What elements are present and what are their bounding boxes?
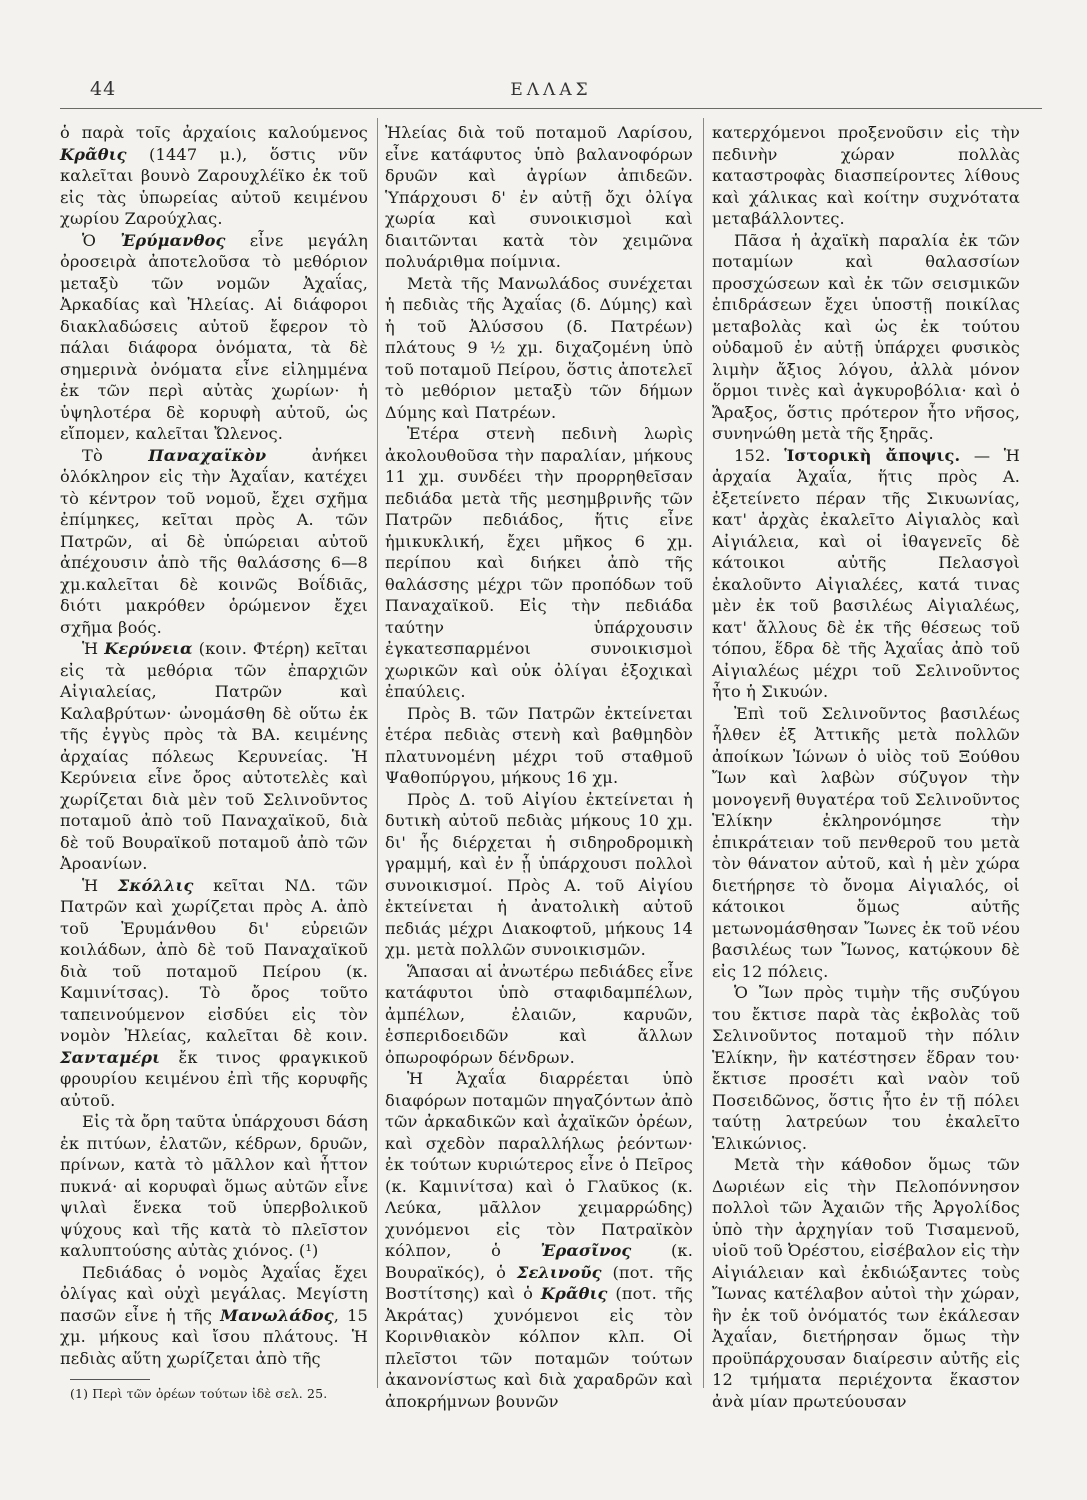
emphasized-term: Κρᾶθις [540,1284,608,1303]
paragraph [712,230,1020,445]
paragraph-text: — Ἡ ἀρχαία Ἀχαΐα, ἥτις πρὸς Α. ἐξετείνετο πέραν τῆς Σικυωνίας, κατ' ἀρχὰς ἐκαλεῖτο Αἰγιαλὸς καὶ Αἰγιάλεια, καὶ οἱ ἰθαγενεῖς δὲ κάτοικοι αὐτῆς Πελασγοὶ ἐκαλοῦντο Αἰγιαλέες, κατά τινας μὲν ἐκ τοῦ βασιλέως Αἰγιαλέως, κατ' ἄλλους δὲ ἐκ τῆς θέσεως τοῦ τόπου, ἕδρα δὲ τῆς Ἀχαΐας ἀπὸ τοῦ Αἰγιαλέως μέχρι τοῦ Σελινοῦντος ἦτο ἡ Σικυών. [712,445,1020,701]
text-column-2 [385,122,693,1492]
footnote-rule [70,1379,150,1380]
paragraph [60,230,368,445]
emphasized-term: Ἐρασῖνος [540,1241,632,1260]
emphasized-term: Μανωλάδος [220,1305,334,1325]
paragraph [712,1154,1020,1412]
paragraph [60,875,368,1112]
emphasized-term: Σανταμέρι [60,1047,161,1067]
paragraph [712,122,1020,230]
paragraph-text: Ἡ Ἀχαΐα διαρρέεται ὑπὸ διαφόρων ποταμῶν πηγαζόντων ἀπὸ τῶν ἀρκαδικῶν καὶ ἀχαϊκῶν ὀρέων, καὶ σχεδὸν παραλλήλως ῥεόντων· ἐκ τούτων κυριώτερος εἶνε ὁ Πεῖρος (κ. Καμινίτσα) καὶ ὁ Γλαῦκος (κ. Λεύκα, μᾶλλον χειμαρρώδης) χυνόμενοι εἰς τὸν Πατραϊκὸν κόλπον, ὁ [385,1069,693,1260]
footnote: (1) Περὶ τῶν ὀρέων τούτων ἰδὲ σελ. 25. [70,1386,328,1401]
paragraph [60,445,368,639]
emphasized-term: Ἐρύμανθος [120,230,226,250]
paragraph-text: Πᾶσα ἡ ἀχαϊκὴ παραλία ἐκ τῶν ποταμίων καὶ θαλασσίων προσχώσεων καὶ ἐκ τῶν σεισμικῶν ἐπιδράσεων ἔχει ὑποστῇ ποικίλας μεταβολὰς καὶ ὡς ἐκ τούτου οὐδαμοῦ ἐν αὐτῇ ὑπάρχει φυσικὸς λιμὴν ἄξιος λόγου, ἀλλὰ μόνον ὅρμοι τινὲς καὶ ἀγκυροβόλια· καὶ ὁ Ἄραξος, ὅστις πρότερον ἦτο νῆσος, συνηνώθη μετὰ τῆς ξηρᾶς. [712,230,1020,443]
paragraph [60,638,368,875]
paragraph-text: Πρὸς Β. τῶν Πατρῶν ἐκτείνεται ἑτέρα πεδιὰς στενὴ καὶ βαθμηδὸν πλατυνομένη μέχρι τοῦ σταθμοῦ Ψαθοπύργου, μήκους 16 χμ. [385,703,693,787]
paragraph [385,703,693,789]
paragraph-text: κατερχόμενοι προξενοῦσιν εἰς τὴν πεδινὴν χώραν πολλὰς καταστροφὰς διασπείροντες λίθους καὶ χάλικας καὶ κοίτην συχνότατα μεταβάλλοντες. [712,123,1020,228]
paragraph [385,423,693,703]
page-header [60,78,1042,109]
emphasized-term: Παναχαϊκὸν [148,445,267,465]
paragraph [60,1262,368,1370]
paragraph-text: Πεδιάδας ὁ νομὸς Ἀχαΐας ἔχει ὀλίγας καὶ οὐχὶ μεγάλας. Μεγίστη πασῶν εἶνε ἡ τῆς [60,1262,368,1325]
paragraph [712,445,1020,703]
paragraph [60,122,368,230]
paragraph-text: Μετὰ τὴν κάθοδον ὅμως τῶν Δωριέων εἰς τὴν Πελοπόννησον πολλοὶ τῶν Ἀχαιῶν τῆς Ἀργολίδος ὑπὸ τὴν ἀρχηγίαν τοῦ Τισαμενοῦ, υἱοῦ τοῦ Ὀρέστου, εἰσέβαλον εἰς τὴν Αἰγιάλειαν καὶ ἐκδιώξαντες τοὺς Ἴωνας κατέλαβον αὐτοὶ τὴν χώραν, ἣν ἐκ τοῦ ὀνόματός των ἐκάλεσαν Ἀχαΐαν, διετήρησαν ὅμως τὴν προϋπάρχουσαν διαίρεσιν αὐτῆς εἰς 12 τμήματα περιέχοντα ἕκαστον ἀνὰ μίαν πρωτεύουσαν [712,1155,1020,1411]
paragraph-text: (κοιν. Φτέρη) κεῖται εἰς τὰ μεθόρια τῶν ἐπαρχιῶν Αἰγιαλείας, Πατρῶν καὶ Καλαβρύτων· ὠνομάσθη δὲ οὕτω ἐκ τῆς ἐγγὺς πρὸς τὰ ΒΑ. κειμένης ἀρχαίας πόλεως Κερυνείας. Ἡ Κερύνεια εἶνε ὄρος αὐτοτελὲς καὶ χωρίζεται διὰ μὲν τοῦ Σελινοῦντος ποταμοῦ ἀπὸ τοῦ Παναχαϊκοῦ, διὰ δὲ τοῦ Βουραϊκοῦ ποταμοῦ ἀπὸ τῶν Ἀροανίων. [60,639,368,873]
column-divider [377,118,378,1388]
paragraph [385,961,693,1069]
paragraph-text: Ἐπὶ τοῦ Σελινοῦντος βασιλέως ἦλθεν ἐξ Ἀττικῆς μετὰ πολλῶν ἀποίκων Ἰώνων ὁ υἱὸς τοῦ Ξούθου Ἴων καὶ λαβὼν σύζυγον τὴν μονογενῆ θυγατέρα τοῦ Σελινοῦντος Ἑλίκην ἐκληρονόμησε τὴν ἐπικράτειαν τοῦ πενθεροῦ του μετὰ τὸν θάνατον αὐτοῦ, καὶ ἡ μὲν χώρα διετήρησε τὸ ὄνομα Αἰγιαλός, οἱ κάτοικοι ὅμως αὐτῆς μετωνομάσθησαν Ἴωνες ἐκ τοῦ νέου βασιλέως των Ἴωνος, κατῴκουν δὲ εἰς 12 πόλεις. [712,703,1020,981]
paragraph-text: Ἠλείας διὰ τοῦ ποταμοῦ Λαρίσου, εἶνε κατάφυτος ὑπὸ βαλανοφόρων δρυῶν καὶ ἀγρίων ἀπιδεῶν. Ὑπάρχουσι δ' ἐν αὐτῇ ὄχι ὀλίγα χωρία καὶ συνοικισμοὶ καὶ διαιτῶνται κατὰ τὸν χειμῶνα πολυάριθμα ποίμνια. [385,123,693,271]
paragraph [385,789,693,961]
paragraph-text: Τὸ [82,445,149,465]
paragraph-text: Ἑτέρα στενὴ πεδινὴ λωρὶς ἀκολουθοῦσα τὴν παραλίαν, μήκους 11 χμ. συνδέει τὴν προρρηθεῖσαν πεδιάδα μετὰ τῆς μεσημβρινῆς τῶν Πατρῶν πεδιάδος, ἥτις εἶνε ἡμικυκλική, ἔχει μῆκος 6 χμ. περίπου καὶ διήκει ἀπὸ τῆς θαλάσσης μέχρι τῶν προπόδων τοῦ Παναχαϊκοῦ. Εἰς τὴν πεδιάδα ταύτην ὑπάρχουσιν ἐγκατεσπαρμένοι συνοικισμοὶ χωρικῶν καὶ οὐκ ὀλίγαι ἐξοχικαὶ ἐπαύλεις. [385,424,693,701]
paragraph-text: 152. [734,445,785,465]
emphasized-term: Κερύνεια [104,639,193,658]
paragraph-text: Ὁ Ἴων πρὸς τιμὴν τῆς συζύγου του ἔκτισε παρὰ τὰς ἐκβολὰς τοῦ Σελινοῦντος ποταμοῦ τὴν πόλιν Ἑλίκην, ἣν κατέστησεν ἕδραν του· ἔκτισε προσέτι καὶ ναὸν τοῦ Ποσειδῶνος, ὅστις ἦτο ἐν τῇ πόλει ταύτῃ λατρεύων του ἐκαλεῖτο Ἑλικώνιος. [712,983,1020,1153]
paragraph-text: (ποτ. τῆς Ἀκράτας) χυνόμενοι εἰς τὸν Κορινθιακὸν κόλπον κλπ. Οἱ πλεῖστοι τῶν ποταμῶν τούτων ἀκανονίστως καὶ διὰ χαραδρῶν καὶ ἀποκρήμνων βουνῶν [385,1284,693,1411]
column-divider [703,118,704,1388]
text-column-3 [712,122,1020,1492]
paragraph-text: , 15 χμ. μήκους καὶ ἴσου πλάτους. Ἡ πεδιὰς αὕτη χωρίζεται ἀπὸ τῆς [60,1305,368,1368]
paragraph-text: Ὁ [82,230,121,250]
emphasized-term: Σελινοῦς [516,1262,602,1282]
paragraph-text: Πρὸς Δ. τοῦ Αἰγίου ἐκτείνεται ἡ δυτικὴ αὐτοῦ πεδιὰς μήκους 10 χμ. δι' ἧς διέρχεται ἡ σιδηροδρομικὴ γραμμή, καὶ ἐν ᾗ ὑπάρχουσι πολλοὶ συνοικισμοί. Πρὸς Α. τοῦ Αἰγίου ἐκτείνεται ἡ ἀνατολικὴ αὐτοῦ πεδιάς μέχρι Διακοφτοῦ, μήκους 14 χμ. μετὰ πολλῶν συνοικισμῶν. [385,789,693,959]
paragraph [385,1068,693,1412]
paragraph [385,122,693,273]
paragraph-text: Ἡ [82,639,105,658]
page-number: 44 [90,78,117,100]
paragraph-text: Ἡ [82,875,118,895]
paragraph-text: ἀνήκει ὁλόκληρον εἰς τὴν Ἀχαΐαν, κατέχει τὸ κέντρον τοῦ νομοῦ, ἔχει σχῆμα ἐπίμηκες, κεῖται πρὸς Α. τῶν Πατρῶν, αἱ δὲ ὑπώρειαι αὐτοῦ ἀπέχουσιν ἀπὸ τῆς θαλάσσης 6—8 χμ.καλεῖται δὲ κοινῶς Βοΐδιᾶς, διότι μακρόθεν ὁρώμενον ἔχει σχῆμα βοός. [60,445,368,637]
paragraph-text: Εἰς τὰ ὄρη ταῦτα ὑπάρχουσι δάση ἐκ πιτύων, ἐλατῶν, κέδρων, δρυῶν, πρίνων, κατὰ τὸ μᾶλλον καὶ ἧττον πυκνά· αἱ κορυφαὶ ὅμως αὐτῶν εἶνε ψιλαὶ ἕνεκα τοῦ ὑπερβολικοῦ ψύχους καὶ τῆς κατὰ τὸ πλεῖστον καλυπτούσης αὐτὰς χιόνος. (¹) [60,1112,368,1260]
paragraph [712,982,1020,1154]
paragraph-text: (1447 μ.), ὅστις νῦν καλεῖται βουνὸ Ζαρουχλέϊκο ἐκ τοῦ εἰς τὰς ὑπωρείας αὐτοῦ κειμένου χωρίου Ζαρούχλας. [60,144,368,228]
paragraph-text: κεῖται ΝΔ. τῶν Πατρῶν καὶ χωρίζεται πρὸς Α. ἀπὸ τοῦ Ἐρυμάνθου δι' εὐρειῶν κοιλάδων, ἀπὸ δὲ τοῦ Παναχαϊκοῦ διὰ τοῦ ποταμοῦ Πείρου (κ. Καμινίτσας). Τὸ ὄρος τοῦτο ταπεινούμενον εἰσδύει εἰς τὸν νομὸν Ἠλείας, καλεῖται δὲ κοιν. [60,875,368,1045]
paragraph-text: εἶνε μεγάλη ὀροσειρὰ ἀποτελοῦσα τὸ μεθόριον μεταξὺ τῶν νομῶν Ἀχαΐας, Ἀρκαδίας καὶ Ἠλείας. Αἱ διάφοροι διακλαδώσεις αὐτοῦ ἔφερον τὸ πάλαι διάφορα ὀνόματα, τὰ δὲ σημερινὰ ὀνόματα εἶνε εἰλημμένα ἐκ τῶν περὶ αὐτὰς χωρίων· ἡ ὑψηλοτέρα δὲ κορυφὴ αὐτοῦ, ὡς εἴπομεν, καλεῖται Ὤλενος. [60,230,369,443]
paragraph-text: (ποτ. τῆς Βοστίτσης) καὶ ὁ [385,1262,693,1303]
paragraph-text: Ἅπασαι αἱ ἀνωτέρω πεδιάδες εἶνε κατάφυτοι ὑπὸ σταφιδαμπέλων, ἀμπέλων, ἐλαιῶν, καρυῶν, ἑσπεριδοειδῶν καὶ ἄλλων ὀπωροφόρων δένδρων. [385,961,693,1067]
running-title: ΕΛΛΑΣ [510,80,592,100]
text-column-1 [60,122,368,1492]
emphasized-term: Κρᾶθις [60,144,127,164]
paragraph-text: ὁ παρὰ τοῖς ἀρχαίοις καλούμενος [60,123,368,142]
paragraph [60,1111,368,1262]
paragraph-text: ἔκ τινος φραγκικοῦ φρουρίου κειμένου ἐπὶ τῆς κορυφῆς αὐτοῦ. [60,1047,368,1110]
paragraph [712,703,1020,983]
paragraph-text: Μετὰ τῆς Μανωλάδος συνέχεται ἡ πεδιὰς τῆς Ἀχαΐας (δ. Δύμης) καὶ ἡ τοῦ Ἀλύσσου (δ. Πατρέων) πλάτους 9 ½ χμ. διχαζομένη ὑπὸ τοῦ ποταμοῦ Πείρου, ὅστις ἀποτελεῖ τὸ μεθόριον μεταξὺ τῶν δήμων Δύμης καὶ Πατρέων. [385,273,693,422]
paragraph-text: (κ. Βουραϊκός), ὁ [385,1241,693,1282]
emphasized-term: Ἱστορικὴ ἄποψις. [784,445,961,465]
paragraph [385,273,693,424]
emphasized-term: Σκόλλις [117,875,194,895]
